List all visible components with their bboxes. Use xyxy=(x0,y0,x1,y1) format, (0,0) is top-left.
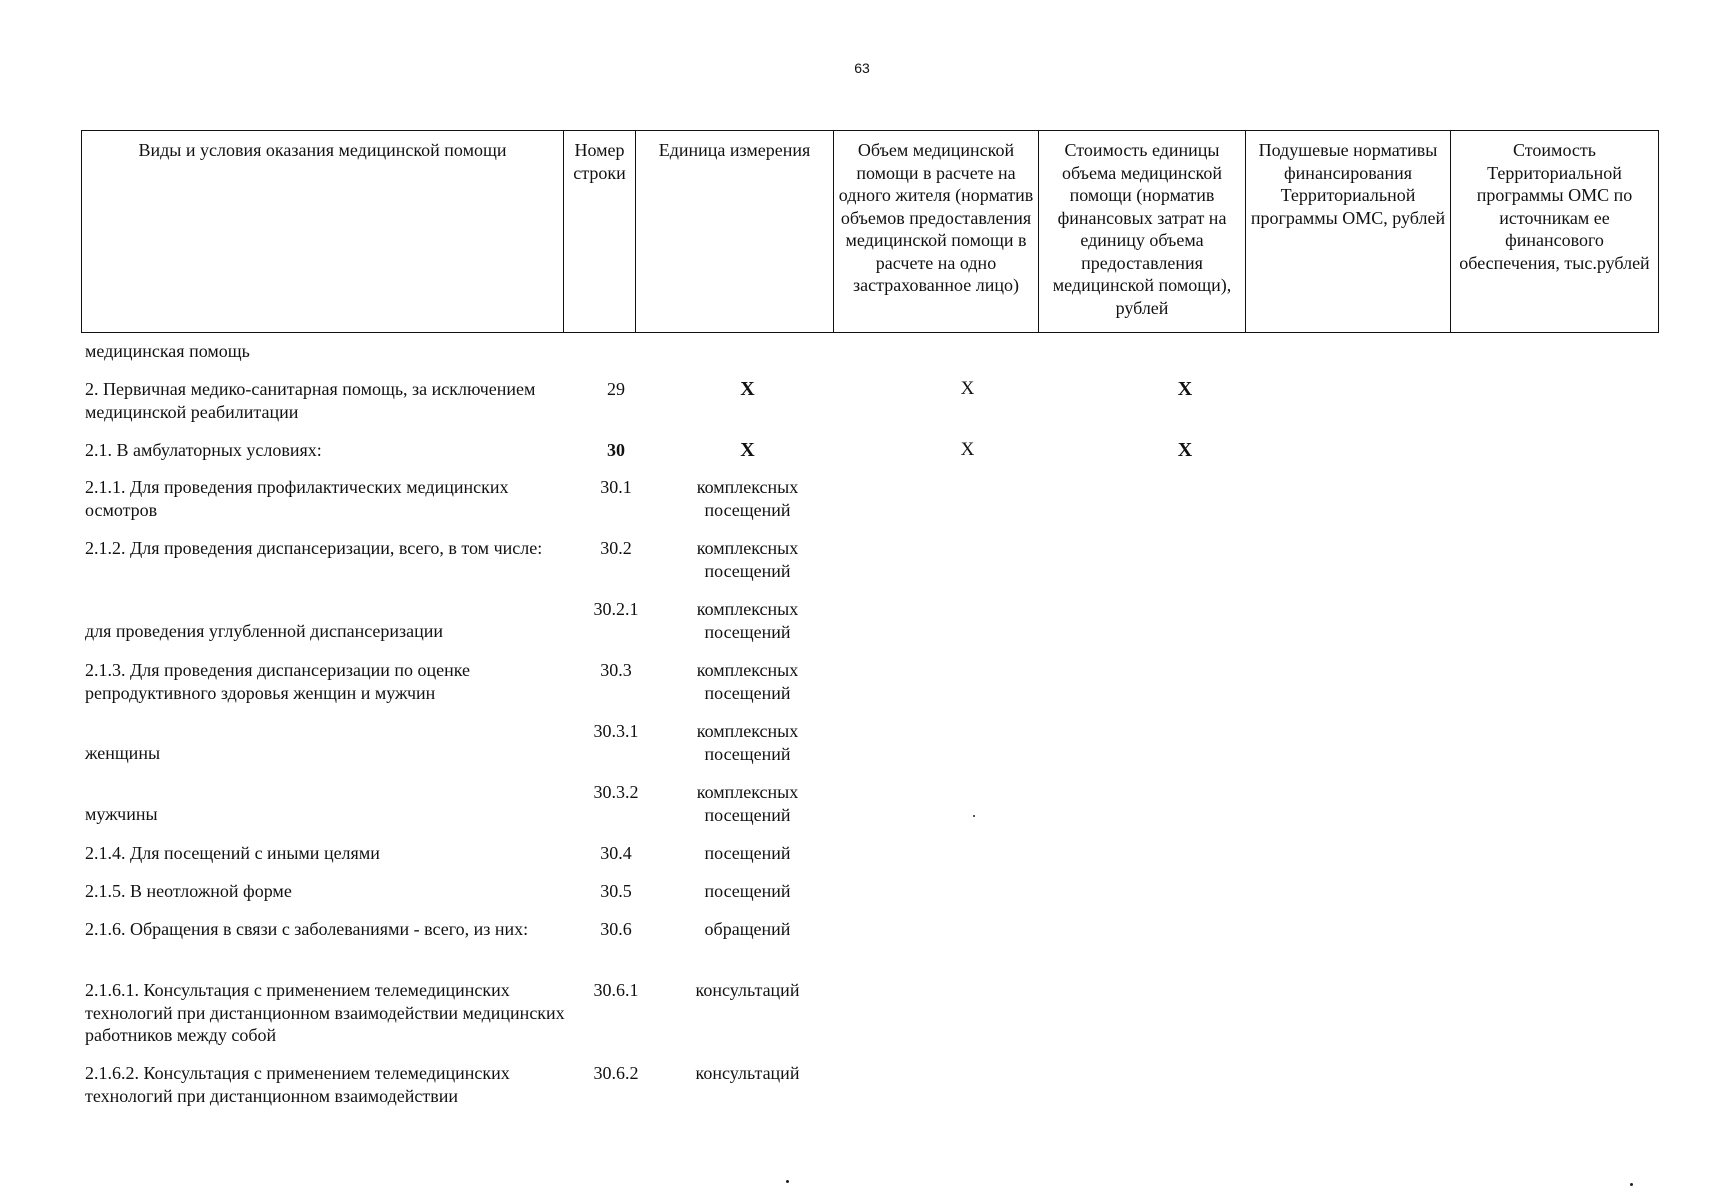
row-unit: обращений xyxy=(704,919,791,939)
row-unit: посещений xyxy=(704,843,791,863)
row-number: 30.4 xyxy=(600,843,632,863)
row-unit: комплексных посещений xyxy=(696,660,799,703)
scan-speck xyxy=(1630,1183,1633,1186)
row-unit: X xyxy=(740,378,755,400)
row-number: 30.2 xyxy=(600,538,632,558)
row-number: 30.2.1 xyxy=(593,599,639,619)
row-name: 2.1.6. Обращения в связи с заболеваниями - всего, из них: xyxy=(85,919,529,939)
header-unit-cost: Стоимость единицы объема медицинской помощи (норматив финансовых затрат на единицу объема предоставления медицинской помощи), рублей xyxy=(1039,131,1246,333)
header-kind: Виды и условия оказания медицинской помощи xyxy=(82,131,564,333)
row-number: 30.3.2 xyxy=(593,782,639,802)
row-unit: консультаций xyxy=(695,1063,800,1083)
row-unit: комплексных посещений xyxy=(696,599,799,642)
row-name: 2. Первичная медико-санитарная помощь, за исключением медицинской реабилитации xyxy=(85,379,536,422)
row-name: женщины xyxy=(85,743,161,763)
row-number: 30.5 xyxy=(600,881,632,901)
row-name: 2.1.2. Для проведения диспансеризации, всего, в том числе: xyxy=(85,538,543,558)
row-volume: X xyxy=(960,439,975,460)
row-volume: X xyxy=(960,378,975,399)
header-unit: Единица измерения xyxy=(636,131,834,333)
row-name: 2.1.1. Для проведения профилактических медицинских осмотров xyxy=(85,477,509,520)
header-volume: Объем медицинской помощи в расчете на одного жителя (норматив объемов предоставления медицинской помощи в расчете на одно застрахованное лицо) xyxy=(834,131,1039,333)
row-number: 30.3.1 xyxy=(593,721,639,741)
header-per-capita: Подушевые нормативы финансирования Территориальной программы ОМС, рублей xyxy=(1246,131,1451,333)
row-name: мужчины xyxy=(85,804,158,824)
row-unit: комплексных посещений xyxy=(696,538,799,581)
table-header xyxy=(81,130,1659,333)
scan-speck xyxy=(973,815,975,817)
row-number: 30.1 xyxy=(600,477,632,497)
row-name: 2.1.3. Для проведения диспансеризации по оценке репродуктивного здоровья женщин и мужчин xyxy=(85,660,471,703)
row-number: 30.6 xyxy=(600,919,632,939)
row-cost: X xyxy=(1177,439,1193,461)
row-unit: посещений xyxy=(704,881,791,901)
row-number: 30.6.2 xyxy=(593,1063,639,1083)
row-unit: X xyxy=(740,439,755,461)
header-row-number: Номер строки xyxy=(564,131,636,333)
row-unit: комплексных посещений xyxy=(696,721,799,764)
row-name: 2.1.5. В неотложной форме xyxy=(85,881,292,901)
row-number: 29 xyxy=(607,379,625,399)
row-unit: консультаций xyxy=(695,980,800,1000)
row-cost: X xyxy=(1177,378,1193,400)
row-number: 30.3 xyxy=(600,660,632,680)
page-number: 63 xyxy=(854,60,870,76)
row-unit: комплексных посещений xyxy=(696,477,799,520)
scan-speck xyxy=(786,1180,789,1183)
header-program-cost: Стоимость Территориальной программы ОМС по источникам ее финансового обеспечения, тыс.рублей xyxy=(1451,131,1659,333)
row-number: 30.6.1 xyxy=(593,980,639,1000)
row-name: 2.1.6.1. Консультация с применением телемедицинских технологий при дистанционном взаимодействии медицинских работников между собой xyxy=(85,980,565,1045)
row-number: 30 xyxy=(607,440,625,460)
row-unit: комплексных посещений xyxy=(696,782,799,825)
row-name: 2.1.6.2. Консультация с применением телемедицинских технологий при дистанционном взаимодействии xyxy=(85,1063,510,1106)
row-name: 2.1. В амбулаторных условиях: xyxy=(85,440,322,460)
row-name: медицинская помощь xyxy=(85,341,250,361)
row-name: для проведения углубленной диспансеризации xyxy=(85,621,444,641)
row-name: 2.1.4. Для посещений с иными целями xyxy=(85,843,380,863)
